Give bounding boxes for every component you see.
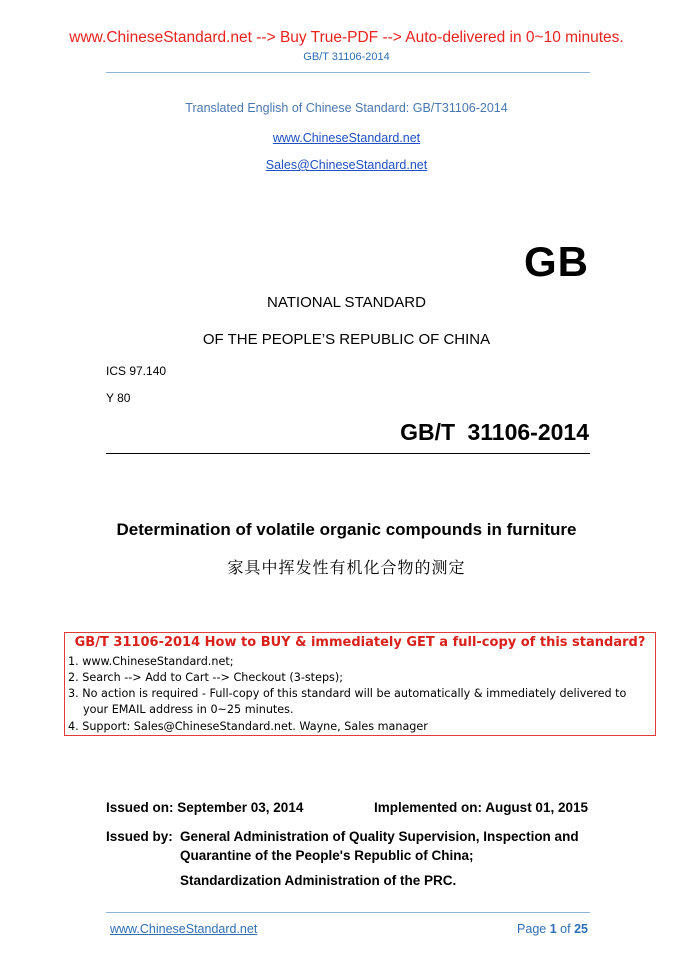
implemented-on-date: Implemented on: August 01, 2015 [373,800,588,815]
buy-step-3-continued: your EMAIL address in 0~25 minutes. [83,703,294,716]
page-indicator [517,922,588,936]
sales-email-link[interactable]: Sales@ChineseStandard.net [265,158,428,172]
buy-step-2: 2. Search --> Add to Cart --> Checkout (3-steps); [68,671,344,684]
footer-divider [106,912,590,913]
buy-step-1: 1. www.ChineseStandard.net; [68,655,234,668]
buy-instructions-box [64,632,656,736]
issued-by-label: Issued by: [106,829,173,844]
issuer-line-1: General Administration of Quality Supervision, Inspection and [180,829,579,844]
title-chinese: 家具中挥发性有机化合物的测定 [227,558,466,577]
issued-on-date: Issued on: September 03, 2014 [106,800,304,815]
sales-link-row [0,156,693,174]
standard-number: GB/T 31106-2014 [400,419,589,445]
header-standard-code: GB/T 31106-2014 [303,51,390,63]
ccs-code: Y 80 [106,391,131,405]
title-divider [106,453,590,454]
buy-box-heading: GB/T 31106-2014 How to BUY & immediately GET a full-copy of this standard? [74,635,646,650]
page-of: of [560,922,571,936]
page-total: 25 [574,922,588,936]
gb-mark: GB [524,238,589,285]
site-link[interactable]: www.ChineseStandard.net [272,131,421,145]
top-banner[interactable]: www.ChineseStandard.net --> Buy True-PDF --> Auto-delivered in 0~10 minutes. [69,29,624,46]
page-current: 1 [549,922,557,936]
title-english: Determination of volatile organic compounds in furniture [116,520,577,539]
national-standard-heading: NATIONAL STANDARD [267,294,426,311]
ics-code: ICS 97.140 [106,364,167,378]
issuer-line-3: Standardization Administration of the PRC. [180,873,457,888]
header-divider [106,72,590,73]
national-standard-subheading: OF THE PEOPLE’S REPUBLIC OF CHINA [202,331,491,348]
footer-site-link[interactable]: www.ChineseStandard.net [110,922,258,936]
site-link-row [0,129,693,147]
buy-step-3: 3. No action is required - Full-copy of this standard will be automatically & immediately delivered to [68,687,627,700]
page-label: Page [517,922,547,936]
issuer-line-2: Quarantine of the People's Republic of China; [180,848,474,863]
translated-note: Translated English of Chinese Standard: GB/T31106-2014 [185,101,508,115]
buy-step-4: 4. Support: Sales@ChineseStandard.net. Wayne, Sales manager [68,720,428,733]
